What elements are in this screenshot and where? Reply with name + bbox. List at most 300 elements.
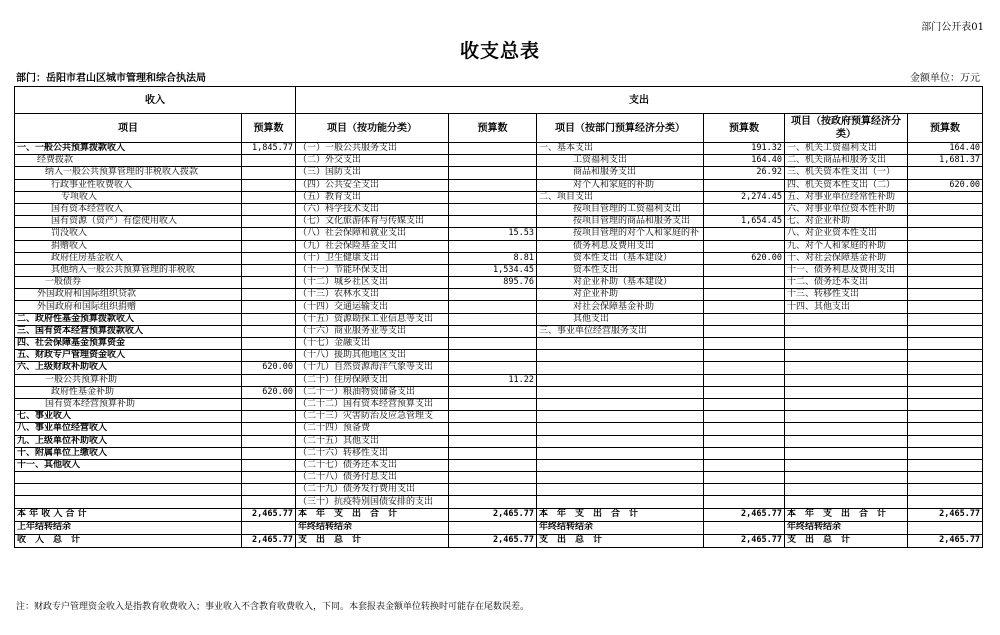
item-cell: 对企业补助 — [537, 289, 704, 301]
item-cell: 一般公共预算补助 — [15, 374, 242, 386]
income-header: 收入 — [15, 87, 296, 114]
budget-cell — [242, 459, 296, 471]
budget-cell — [908, 313, 983, 325]
budget-cell — [704, 203, 785, 215]
budget-cell: 2,465.77 — [704, 508, 785, 521]
item-cell: 按项目管理的工资福利支出 — [537, 203, 704, 215]
item-cell — [15, 472, 242, 484]
budget-cell — [908, 423, 983, 435]
budget-cell: 620.00 — [704, 252, 785, 264]
budget-cell: 164.40 — [908, 143, 983, 155]
budget-cell: 895.76 — [449, 277, 537, 289]
budget-cell — [704, 179, 785, 191]
item-cell — [537, 423, 704, 435]
budget-cell: 2,465.77 — [908, 534, 983, 547]
col-budget-4: 预算数 — [908, 114, 983, 143]
budget-cell — [242, 277, 296, 289]
item-cell: （十九）自然资源海洋气象等支出 — [296, 362, 449, 374]
budget-cell — [449, 240, 537, 252]
item-cell: （十四）交通运输支出 — [296, 301, 449, 313]
budget-cell — [908, 228, 983, 240]
item-cell: 四、社会保障基金预算资金 — [15, 338, 242, 350]
item-cell: 对个人和家庭的补助 — [537, 179, 704, 191]
item-cell: 八、事业单位经营收入 — [15, 423, 242, 435]
table-row — [15, 167, 983, 179]
item-cell: （二十四）预备费 — [296, 423, 449, 435]
budget-cell — [704, 289, 785, 301]
item-cell: 年终结转结余 — [296, 521, 449, 534]
budget-cell — [242, 350, 296, 362]
item-cell: （十二）城乡社区支出 — [296, 277, 449, 289]
table-row — [15, 338, 983, 350]
table-row — [15, 240, 983, 252]
item-cell: 一、一般公共预算拨款收入 — [15, 143, 242, 155]
budget-cell: 1,534.45 — [449, 264, 537, 276]
budget-cell — [908, 484, 983, 496]
item-cell: 十、对社会保障基金补助 — [785, 252, 908, 264]
item-cell: （九）社会保险基金支出 — [296, 240, 449, 252]
item-cell: 商品和服务支出 — [537, 167, 704, 179]
item-cell: 二、政府性基金预算拨款收入 — [15, 313, 242, 325]
item-cell — [537, 374, 704, 386]
item-cell: （二十九）债务发行费用支出 — [296, 484, 449, 496]
total-row — [15, 508, 983, 521]
table-row — [15, 435, 983, 447]
budget-cell — [449, 496, 537, 508]
item-cell: 五、对事业单位经常性补助 — [785, 191, 908, 203]
item-cell — [537, 484, 704, 496]
item-cell: 一、机关工资福利支出 — [785, 143, 908, 155]
item-cell: （三十）抗疫特别国债安排的支出 — [296, 496, 449, 508]
budget-cell — [449, 216, 537, 228]
budget-cell — [242, 216, 296, 228]
budget-cell — [908, 350, 983, 362]
table-row — [15, 423, 983, 435]
item-cell: 资本性支出（基本建设） — [537, 252, 704, 264]
item-cell: 按项目管理的对个人和家庭的补 — [537, 228, 704, 240]
item-cell: 九、对个人和家庭的补助 — [785, 240, 908, 252]
item-cell: 按项目管理的商品和服务支出 — [537, 216, 704, 228]
item-cell: 国有资本经营收入 — [15, 203, 242, 215]
item-cell: 经费拨款 — [15, 155, 242, 167]
budget-cell — [908, 362, 983, 374]
budget-cell — [449, 301, 537, 313]
budget-cell — [704, 411, 785, 423]
item-cell: （十五）资源勘探工业信息等支出 — [296, 313, 449, 325]
item-cell: 支 出 总 计 — [537, 534, 704, 547]
budget-cell — [449, 411, 537, 423]
budget-cell — [242, 167, 296, 179]
col-budget-1: 预算数 — [242, 114, 296, 143]
item-cell — [537, 350, 704, 362]
item-cell — [785, 386, 908, 398]
item-cell: 收 入 总 计 — [15, 534, 242, 547]
budget-cell: 1,681.37 — [908, 155, 983, 167]
item-cell — [537, 472, 704, 484]
budget-cell — [449, 313, 537, 325]
item-cell — [537, 338, 704, 350]
budget-cell — [704, 362, 785, 374]
budget-cell — [704, 313, 785, 325]
budget-cell — [242, 289, 296, 301]
item-cell: （十三）农林水支出 — [296, 289, 449, 301]
item-cell: （二）外交支出 — [296, 155, 449, 167]
item-cell: （八）社会保障和就业支出 — [296, 228, 449, 240]
item-cell: 对社会保障基金补助 — [537, 301, 704, 313]
budget-cell — [704, 374, 785, 386]
item-cell: 专项收入 — [15, 191, 242, 203]
item-cell: 国有资本经营预算补助 — [15, 398, 242, 410]
item-cell: （六）科学技术支出 — [296, 203, 449, 215]
item-cell — [785, 496, 908, 508]
budget-cell: 2,465.77 — [908, 508, 983, 521]
table-row — [15, 216, 983, 228]
budget-cell: 2,465.77 — [242, 534, 296, 547]
item-cell: 其他纳入一般公共预算管理的非税收 — [15, 264, 242, 276]
budget-cell — [908, 277, 983, 289]
table-row — [15, 203, 983, 215]
budget-cell: 2,274.45 — [704, 191, 785, 203]
budget-cell — [704, 338, 785, 350]
page-title: 收支总表 — [459, 40, 540, 62]
item-cell: 十二、债务还本支出 — [785, 277, 908, 289]
item-cell: 三、事业单位经营服务支出 — [537, 325, 704, 337]
col-func-item: 项目（按功能分类） — [296, 114, 449, 143]
table-row — [15, 325, 983, 337]
col-dept-item: 项目（按部门预算经济分类） — [537, 114, 704, 143]
item-cell: 四、机关资本性支出（二） — [785, 179, 908, 191]
budget-cell — [908, 240, 983, 252]
item-cell: 本 年 支 出 合 计 — [537, 508, 704, 521]
table-row — [15, 301, 983, 313]
budget-cell — [704, 240, 785, 252]
table-row — [15, 362, 983, 374]
item-cell: 支 出 总 计 — [785, 534, 908, 547]
item-cell: 本 年 支 出 合 计 — [785, 508, 908, 521]
budget-cell — [449, 447, 537, 459]
item-cell: 十四、其他支出 — [785, 301, 908, 313]
budget-cell — [908, 338, 983, 350]
item-cell — [537, 411, 704, 423]
budget-cell — [704, 459, 785, 471]
budget-cell: 191.32 — [704, 143, 785, 155]
col-gov-item: 项目（按政府预算经济分类） — [785, 114, 908, 143]
item-cell: 六、上级财政补助收入 — [15, 362, 242, 374]
item-cell: （三）国防支出 — [296, 167, 449, 179]
budget-cell — [908, 191, 983, 203]
budget-cell — [449, 484, 537, 496]
department-label: 部门：岳阳市君山区城市管理和综合执法局 — [16, 73, 206, 84]
item-cell: 七、对企业补助 — [785, 216, 908, 228]
budget-cell: 164.40 — [704, 155, 785, 167]
table-row — [15, 264, 983, 276]
item-cell — [785, 398, 908, 410]
item-cell: 行政事业性收费收入 — [15, 179, 242, 191]
budget-cell — [908, 301, 983, 313]
table-row — [15, 191, 983, 203]
budget-cell — [449, 350, 537, 362]
item-cell: 年终结转结余 — [537, 521, 704, 534]
budget-cell — [449, 435, 537, 447]
budget-cell — [449, 386, 537, 398]
item-cell — [785, 484, 908, 496]
budget-cell — [242, 374, 296, 386]
footnote: 注：财政专户管理资金收入是指教育收费收入；事业收入不含教育收费收入，下同。本套报表金额单位转换时可能存在尾数误差。 — [16, 602, 530, 612]
budget-cell: 2,465.77 — [449, 508, 537, 521]
budget-cell: 620.00 — [242, 386, 296, 398]
budget-cell — [242, 191, 296, 203]
budget-cell — [242, 447, 296, 459]
budget-cell — [704, 386, 785, 398]
item-cell: 十三、转移性支出 — [785, 289, 908, 301]
budget-cell — [704, 435, 785, 447]
item-cell — [785, 411, 908, 423]
item-cell: 捐赠收入 — [15, 240, 242, 252]
item-cell: 政府性基金补助 — [15, 386, 242, 398]
item-cell: 九、上级单位补助收入 — [15, 435, 242, 447]
budget-cell — [242, 240, 296, 252]
item-cell: （二十八）债务付息支出 — [296, 472, 449, 484]
item-cell — [785, 374, 908, 386]
item-cell: 七、事业收入 — [15, 411, 242, 423]
item-cell: 国有资源（资产）有偿使用收入 — [15, 216, 242, 228]
budget-cell — [449, 362, 537, 374]
section-header-row — [15, 87, 983, 114]
item-cell: 工资福利支出 — [537, 155, 704, 167]
budget-cell — [242, 338, 296, 350]
budget-cell — [704, 447, 785, 459]
table-row — [15, 289, 983, 301]
table-row — [15, 459, 983, 471]
item-cell: （十七）金融支出 — [296, 338, 449, 350]
item-cell: （二十）住房保障支出 — [296, 374, 449, 386]
budget-cell — [908, 325, 983, 337]
budget-cell — [908, 435, 983, 447]
budget-cell — [704, 398, 785, 410]
budget-cell: 2,465.77 — [449, 534, 537, 547]
table-row — [15, 277, 983, 289]
item-cell: 本 年 收 入 合 计 — [15, 508, 242, 521]
item-cell — [537, 386, 704, 398]
budget-cell: 2,465.77 — [704, 534, 785, 547]
item-cell: （七）文化旅游体育与传媒支出 — [296, 216, 449, 228]
budget-cell — [242, 264, 296, 276]
item-cell: （二十五）其他支出 — [296, 435, 449, 447]
item-cell: （四）公共安全支出 — [296, 179, 449, 191]
item-cell: 一、基本支出 — [537, 143, 704, 155]
item-cell — [15, 496, 242, 508]
col-budget-3: 预算数 — [704, 114, 785, 143]
budget-cell: 11.22 — [449, 374, 537, 386]
item-cell: 外国政府和国际组织捐赠 — [15, 301, 242, 313]
budget-cell — [242, 301, 296, 313]
item-cell — [785, 472, 908, 484]
table-row — [15, 374, 983, 386]
item-cell — [785, 459, 908, 471]
item-cell: （二十七）债务还本支出 — [296, 459, 449, 471]
budget-cell — [242, 411, 296, 423]
budget-cell — [242, 472, 296, 484]
expense-header: 支出 — [296, 87, 983, 114]
budget-cell — [908, 252, 983, 264]
item-cell: （十一）节能环保支出 — [296, 264, 449, 276]
budget-cell — [704, 472, 785, 484]
item-cell: 十、附属单位上缴收入 — [15, 447, 242, 459]
budget-cell — [242, 484, 296, 496]
report-code: 部门公开表01 — [921, 22, 984, 33]
budget-cell — [242, 521, 296, 534]
item-cell: 罚没收入 — [15, 228, 242, 240]
item-cell: （二十一）粮油物资储备支出 — [296, 386, 449, 398]
item-cell: 对企业补助（基本建设） — [537, 277, 704, 289]
budget-cell: 620.00 — [242, 362, 296, 374]
budget-cell — [704, 277, 785, 289]
item-cell: 其他支出 — [537, 313, 704, 325]
item-cell — [785, 350, 908, 362]
table-row — [15, 411, 983, 423]
budget-cell — [449, 167, 537, 179]
budget-cell — [242, 435, 296, 447]
budget-cell — [449, 179, 537, 191]
budget-cell — [704, 496, 785, 508]
item-cell: 六、对事业单位资本性补助 — [785, 203, 908, 215]
budget-cell — [704, 264, 785, 276]
budget-cell — [242, 423, 296, 435]
budget-cell — [908, 167, 983, 179]
table-row — [15, 313, 983, 325]
budget-cell — [449, 472, 537, 484]
budget-cell: 8.81 — [449, 252, 537, 264]
item-cell: 政府住房基金收入 — [15, 252, 242, 264]
budget-cell — [704, 228, 785, 240]
item-cell — [785, 325, 908, 337]
budget-cell — [449, 143, 537, 155]
item-cell: 二、项目支出 — [537, 191, 704, 203]
budget-cell — [908, 264, 983, 276]
item-cell — [537, 496, 704, 508]
budget-cell — [449, 459, 537, 471]
budget-cell — [908, 386, 983, 398]
budget-cell — [242, 155, 296, 167]
item-cell: （二十二）国有资本经营预算支出 — [296, 398, 449, 410]
item-cell — [785, 362, 908, 374]
budget-cell — [908, 521, 983, 534]
budget-cell — [242, 313, 296, 325]
item-cell: （一）一般公共服务支出 — [296, 143, 449, 155]
budget-cell — [908, 447, 983, 459]
budget-cell — [449, 289, 537, 301]
table-row — [15, 155, 983, 167]
item-cell — [785, 447, 908, 459]
item-cell — [537, 447, 704, 459]
item-cell — [785, 338, 908, 350]
budget-cell: 1,654.45 — [704, 216, 785, 228]
item-cell — [537, 362, 704, 374]
item-cell — [537, 459, 704, 471]
table-row — [15, 179, 983, 191]
item-cell: 纳入一般公共预算管理的非税收入拨款 — [15, 167, 242, 179]
budget-cell: 2,465.77 — [242, 508, 296, 521]
item-cell — [785, 435, 908, 447]
budget-cell — [704, 521, 785, 534]
budget-cell: 15.53 — [449, 228, 537, 240]
budget-cell — [242, 325, 296, 337]
table-row — [15, 252, 983, 264]
total-row — [15, 534, 983, 547]
item-cell: 一般债券 — [15, 277, 242, 289]
budget-cell — [449, 191, 537, 203]
budget-cell — [908, 411, 983, 423]
budget-cell — [704, 301, 785, 313]
table-row — [15, 447, 983, 459]
item-cell — [537, 398, 704, 410]
budget-cell — [242, 203, 296, 215]
col-item: 项目 — [15, 114, 242, 143]
table-row — [15, 386, 983, 398]
budget-cell — [242, 228, 296, 240]
budget-cell — [449, 398, 537, 410]
item-cell — [537, 435, 704, 447]
item-cell: （十六）商业服务业等支出 — [296, 325, 449, 337]
budget-cell — [242, 398, 296, 410]
column-header-row — [15, 114, 983, 143]
table-row — [15, 496, 983, 508]
budget-cell — [449, 521, 537, 534]
item-cell: 外国政府和国际组织贷款 — [15, 289, 242, 301]
budget-cell — [908, 203, 983, 215]
item-cell: 三、机关资本性支出（一） — [785, 167, 908, 179]
table-row — [15, 143, 983, 155]
budget-cell — [704, 325, 785, 337]
item-cell: 资本性支出 — [537, 264, 704, 276]
item-cell: 五、财政专户管理资金收入 — [15, 350, 242, 362]
budget-cell: 1,845.77 — [242, 143, 296, 155]
unit-label: 金额单位：万元 — [910, 73, 980, 84]
table-row — [15, 472, 983, 484]
table-row — [15, 484, 983, 496]
budget-cell — [449, 338, 537, 350]
item-cell — [15, 484, 242, 496]
item-cell — [785, 313, 908, 325]
budget-cell — [908, 289, 983, 301]
budget-cell — [449, 155, 537, 167]
total-row — [15, 521, 983, 534]
item-cell: （十八）援助其他地区支出 — [296, 350, 449, 362]
table-row — [15, 350, 983, 362]
budget-cell — [704, 423, 785, 435]
budget-cell — [242, 252, 296, 264]
budget-cell — [704, 484, 785, 496]
item-cell: （十）卫生健康支出 — [296, 252, 449, 264]
summary-table — [14, 86, 983, 548]
budget-cell — [908, 459, 983, 471]
item-cell: 十一、债务利息及费用支出 — [785, 264, 908, 276]
item-cell: 年终结转结余 — [785, 521, 908, 534]
budget-cell — [449, 423, 537, 435]
item-cell: 债务利息及费用支出 — [537, 240, 704, 252]
budget-cell — [242, 179, 296, 191]
budget-cell — [908, 496, 983, 508]
item-cell: （二十三）灾害防治及应急管理支 — [296, 411, 449, 423]
col-budget-2: 预算数 — [449, 114, 537, 143]
budget-cell — [908, 472, 983, 484]
item-cell — [785, 423, 908, 435]
budget-cell — [242, 496, 296, 508]
item-cell: 三、国有资本经营预算拨款收入 — [15, 325, 242, 337]
item-cell: 上年结转结余 — [15, 521, 242, 534]
table-row — [15, 228, 983, 240]
budget-cell — [449, 325, 537, 337]
